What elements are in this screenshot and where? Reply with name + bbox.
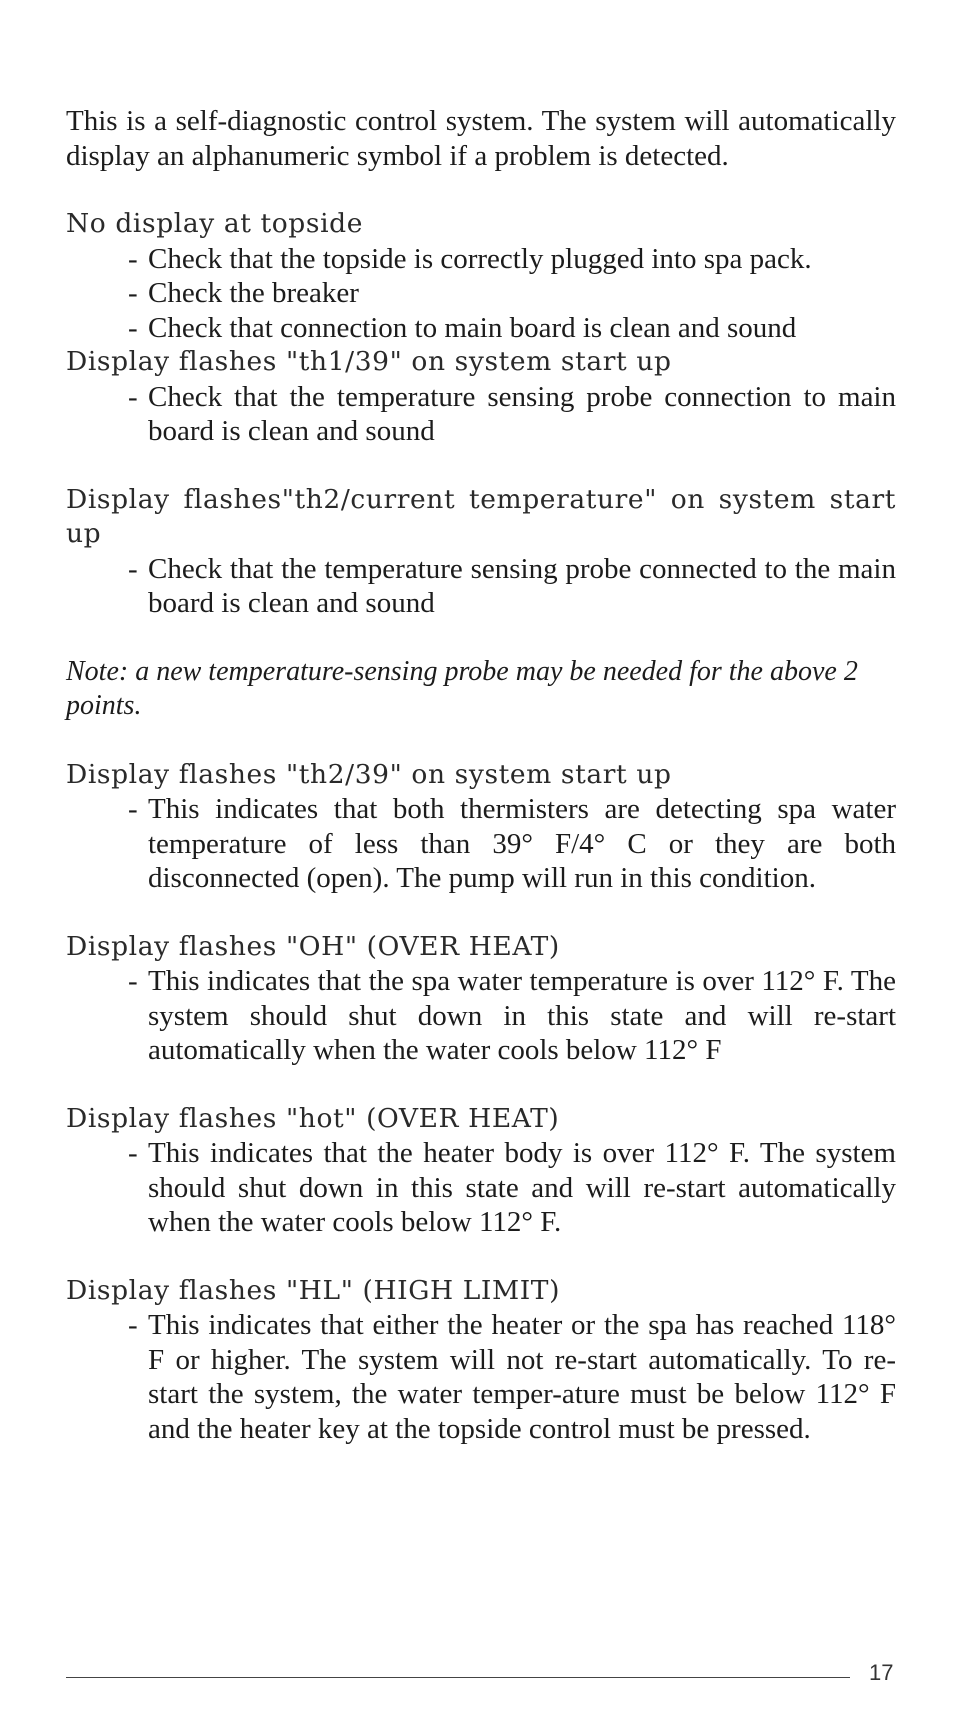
list-item-text: This indicates that either the heater or the spa has reached 118° F or higher. The system will not re-start automatically. To re-start the system, the water temper-ature must be below 112° F and the heater key at the topside control must be pressed. (148, 1309, 896, 1445)
list-item-text: This indicates that both thermisters are detecting spa water temperature of less than 39° F/4° C or they are both disconnected (open). The pump will run in this condition. (148, 793, 896, 894)
section-heading-th1-39: Display flashes "th1/39" on system start up (66, 346, 672, 377)
list-item (128, 311, 896, 346)
section-list-th2-current (128, 552, 896, 621)
section-list-oh (128, 964, 896, 1068)
section-heading-oh: Display flashes "OH" (OVER HEAT) (66, 930, 560, 962)
section-list-hot (128, 1136, 896, 1240)
list-item (128, 964, 896, 1068)
bullet-dash: - (128, 311, 138, 344)
bullet-dash: - (128, 1137, 138, 1169)
list-item-text: Check the breaker (148, 277, 359, 309)
list-item (128, 1136, 896, 1240)
bullet-dash: - (128, 242, 138, 275)
bullet-dash: - (128, 965, 138, 997)
list-item-text: This indicates that the heater body is over 112° F. The system should shut down in this state and will re-start automatically when the water cools below 112° F. (148, 1137, 896, 1238)
bullet-dash: - (128, 380, 138, 413)
list-item (128, 380, 896, 449)
section-heading-th2-current: Display flashes"th2/current temperature" on system start up (66, 483, 896, 549)
list-item-text: This indicates that the spa water temperature is over 112° F. The system should shut down in this state and will re-start automatically when the water cools below 112° F (148, 965, 896, 1066)
note-text: Note: a new temperature-sensing probe may be needed for the above 2 points. (66, 655, 858, 721)
section-heading-th2-39: Display flashes "th2/39" on system start up (66, 758, 672, 790)
bullet-dash: - (128, 793, 138, 825)
list-item-text: Check that the temperature sensing probe connected to the main board is clean and sound (148, 552, 896, 619)
bullet-dash: - (128, 1309, 138, 1341)
manual-page (66, 104, 896, 1446)
section-list-no-display (128, 242, 896, 346)
list-item (128, 242, 896, 277)
bullet-dash: - (128, 552, 138, 585)
section-list-th1-39 (128, 380, 896, 449)
section-list-hl (128, 1308, 896, 1446)
list-item-text: Check that the topside is correctly plugged into spa pack. (148, 242, 812, 275)
list-item-text: Check that the temperature sensing probe connection to main board is clean and sound (148, 380, 896, 447)
intro-paragraph: This is a self-diagnostic control system. The system will automatically display an alphanumeric symbol if a problem is detected. (66, 105, 896, 172)
list-item (128, 792, 896, 896)
section-heading-hl: Display flashes "HL" (HIGH LIMIT) (66, 1274, 561, 1306)
footer-rule (66, 1677, 850, 1678)
list-item (128, 1308, 896, 1446)
section-heading-hot: Display flashes "hot" (OVER HEAT) (66, 1102, 560, 1134)
list-item-text: Check that connection to main board is clean and sound (148, 311, 797, 344)
section-heading-no-display: No display at topside (66, 208, 363, 239)
section-list-th2-39 (128, 792, 896, 896)
page-number: 17 (869, 1660, 894, 1685)
list-item (128, 552, 896, 621)
bullet-dash: - (128, 277, 138, 309)
list-item (128, 276, 896, 311)
